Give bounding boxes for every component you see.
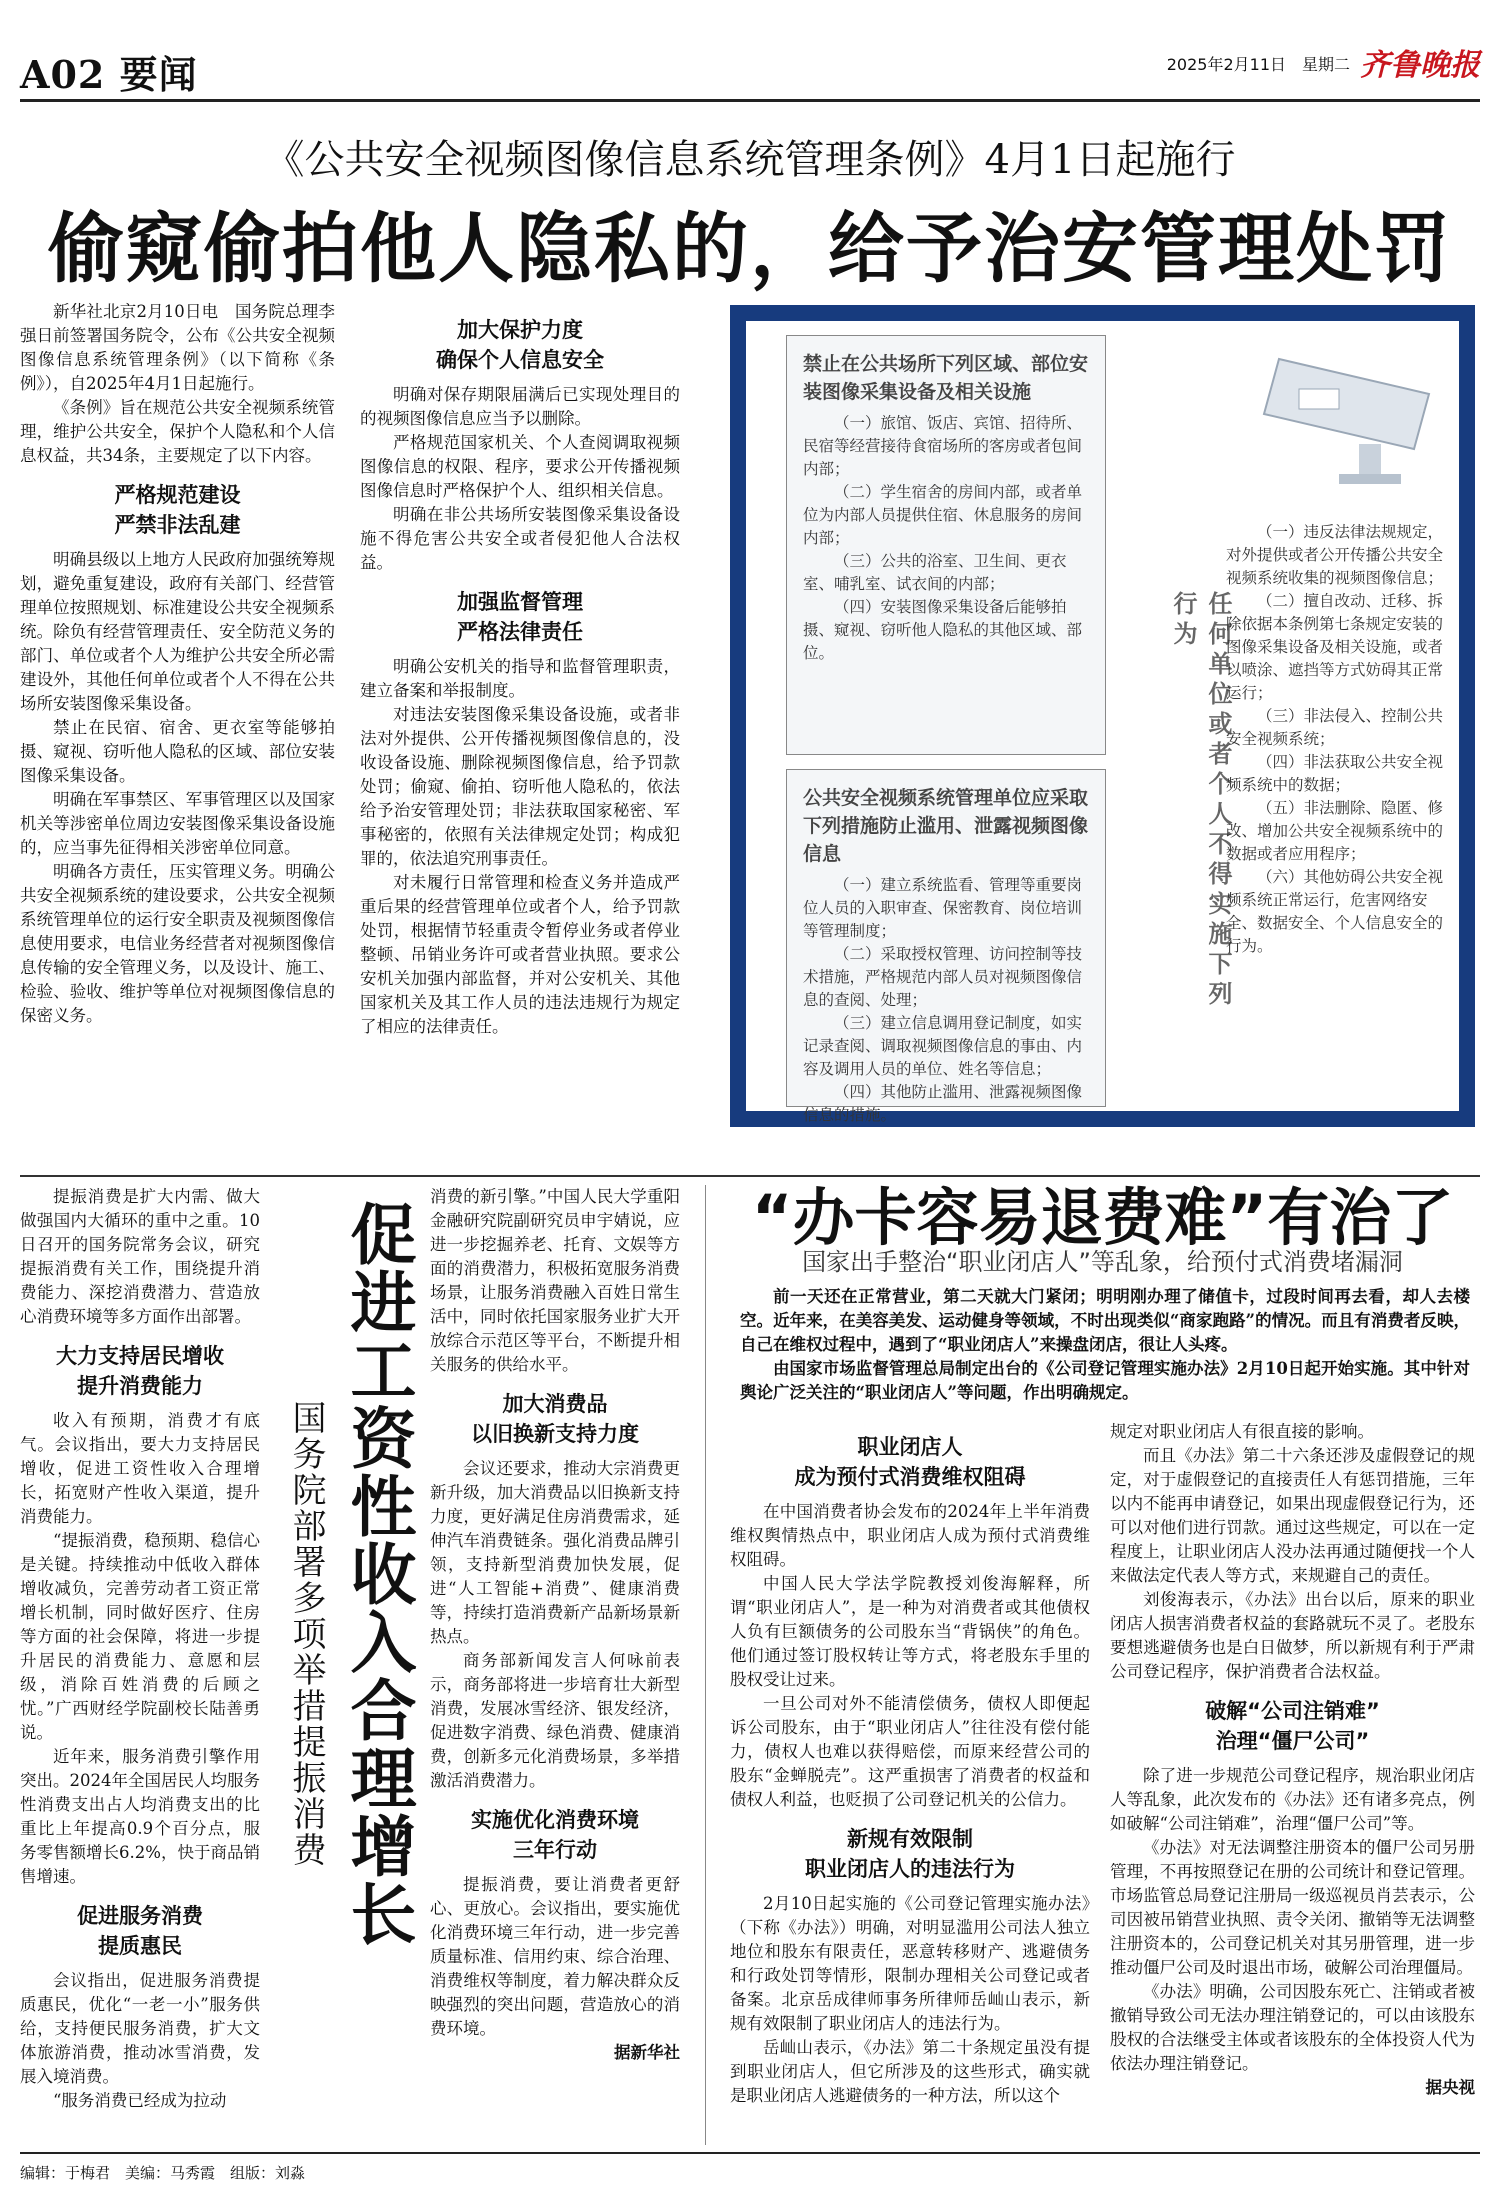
story2-credit: 据新华社 bbox=[614, 2043, 680, 2062]
story1-subheading: 加大保护力度 确保个人信息安全 bbox=[436, 318, 604, 372]
story1-column-1 bbox=[20, 300, 335, 1028]
prohibited-areas-panel bbox=[786, 335, 1106, 755]
page-number: A02 要闻 bbox=[20, 52, 198, 97]
panel-item: （五）非法删除、隐匿、修改、增加公共安全视频系统中的数据或者应用程序； bbox=[1226, 799, 1444, 863]
story1-subheading: 严格规范建设 严禁非法乱建 bbox=[114, 483, 241, 537]
newspaper-logo: 齐鲁晚报 bbox=[1360, 48, 1480, 83]
story2-paragraph: 会议指出，促进服务消费提质惠民，优化“一老一小”服务供给，支持便民服务消费，扩大文体旅游消费，推动冰雪消费，发展入境消费。 bbox=[20, 1971, 260, 2086]
panel-item: （三）公共的浴室、卫生间、更衣室、哺乳室、试衣间的内部； bbox=[803, 552, 1067, 593]
panel-item: （二）学生宿舍的房间内部，或者单位为内部人员提供住宿、休息服务的房间内部； bbox=[803, 483, 1083, 547]
story1-paragraph: 对违法安装图像采集设备设施，或者非法对外提供、公开传播视频图像信息的，没收设备设施、删除视频图像信息，给予罚款处罚；偷窥、偷拍、窃听他人隐私的，依法给予治安管理处罚；非法获取国家秘密、军事秘密的，依照有关法律规定处罚；构成犯罪的，依法追究刑事责任。 bbox=[360, 705, 680, 868]
story2-vertical-headline: 促进工资性收入合理增长 bbox=[339, 1200, 416, 1948]
story1-paragraph: 禁止在民宿、宿舍、更衣室等能够拍摄、窥视、窃听他人隐私的区域、部位安装图像采集设备。 bbox=[20, 718, 335, 785]
panel-item: （六）其他妨碍公共安全视频系统正常运行，危害网络安全、数据安全、个人信息安全的行为。 bbox=[1226, 868, 1444, 955]
story2-paragraph: “服务消费已经成为拉动 bbox=[53, 2091, 227, 2110]
story2-paragraph: 会议还要求，推动大宗消费更新升级，加大消费品以旧换新支持力度，更好满足住房消费需求，延伸汽车消费链条。强化消费品牌引领，支持新型消费加快发展，促进“人工智能+消费”、健康消费等，持续打造消费新产品新场景新热点。 bbox=[430, 1459, 680, 1646]
story3-column-1 bbox=[730, 1420, 1090, 2108]
story2-paragraph: 提振消费，要让消费者更舒心、更放心。会议指出，要实施优化消费环境三年行动，进一步完善质量标准、信用约束、综合治理、消费维权等制度，着力解决群众反映强烈的突出问题，营造放心的消费环境。 bbox=[430, 1875, 680, 2038]
story3-paragraph: 2月10日起实施的《公司登记管理实施办法》（下称《办法》）明确，对明显滥用公司法人独立地位和股东有限责任，恶意转移财产、逃避债务和行政处罚等情形，限制办理相关公司登记或者备案。北京岳成律师事务所律师岳屾山表示，新规有效限制了职业闭店人的违法行为。 bbox=[730, 1894, 1090, 2033]
story3-paragraph: 中国人民大学法学院教授刘俊海解释，所谓“职业闭店人”，是一种为对消费者或其他债权人负有巨额债务的公司股东当“背锅侠”的角色。他们通过签订股权转让等方式，将老股东手里的股权受让过来。 bbox=[730, 1574, 1090, 1689]
column-rule bbox=[705, 1185, 706, 2145]
story3-subheading: 破解“公司注销难” 治理“僵尸公司” bbox=[1205, 1699, 1380, 1753]
story3-headline: “办卡容易退费难”有治了 bbox=[751, 1181, 1454, 1254]
story1-headline: 偷窥偷拍他人隐私的，给予治安管理处罚 bbox=[48, 204, 1452, 293]
story1-paragraph: 明确县级以上地方人民政府加强统筹规划，避免重复建设，政府有关部门、经营管理单位按照规划、标准建设公共安全视频系统。除负有经营管理责任、安全防范义务的部门、单位或者个人为维护公共安全所必需建设外，其他任何单位或者个人不得在公共场所安装图像采集设备。 bbox=[20, 550, 335, 713]
story3-paragraph: 《办法》对无法调整注册资本的僵尸公司另册管理，不再按照登记在册的公司统计和登记管理。市场监管总局登记注册局一级巡视员肖芸表示，公司因被吊销营业执照、责令关闭、撤销等无法调整注册资本的，公司登记机关对其另册管理，进一步推动僵尸公司及时退出市场，破解公司治理僵局。 bbox=[1110, 1838, 1475, 1977]
story1-paragraph: 《条例》旨在规范公共安全视频系统管理，维护公共安全，保护个人隐私和个人信息权益，共34条，主要规定了以下内容。 bbox=[20, 398, 335, 465]
story1-paragraph: 明确在非公共场所安装图像采集设备设施不得危害公共安全或者侵犯他人合法权益。 bbox=[360, 505, 680, 572]
story3-paragraph: 规定对职业闭店人有很直接的影响。 bbox=[1110, 1422, 1374, 1441]
story3-lead-paragraph: 前一天还在正常营业，第二天就大门紧闭；明明刚办理了储值卡，过段时间再去看，却人去楼空。近年来，在美容美发、运动健身等领域，不时出现类似“商家跑路”的情况。而且有消费者反映，自己在维权过程中，遇到了“职业闭店人”来操盘闭店，很让人头疼。 bbox=[740, 1287, 1470, 1354]
story2-subheading: 促进服务消费 提质惠民 bbox=[77, 1904, 203, 1958]
panel-item: （一）建立系统监看、管理等重要岗位人员的入职审查、保密教育、岗位培训等管理制度； bbox=[803, 876, 1083, 940]
story3-subhead: 国家出手整治“职业闭店人”等乱象，给预付式消费堵漏洞 bbox=[802, 1248, 1403, 1276]
panel-item: （四）安装图像采集设备后能够拍摄、窥视、窃听他人隐私的其他区域、部位。 bbox=[803, 598, 1083, 662]
story3-paragraph: 刘俊海表示，《办法》出台以后，原来的职业闭店人损害消费者权益的套路就玩不灵了。老股东要想逃避债务也是白日做梦，所以新规有利于严肃公司登记程序，保护消费者合法权益。 bbox=[1110, 1590, 1475, 1681]
story3-paragraph: 一旦公司对外不能清偿债务，债权人即便起诉公司股东，由于“职业闭店人”往往没有偿付能力，债权人也难以获得赔偿，而原来经营公司的股东“金蝉脱壳”。这严重损害了消费者的权益和债权人利益，也贬损了公司登记机关的公信力。 bbox=[730, 1694, 1090, 1809]
story2-paragraph: “提振消费，稳预期、稳信心是关键。持续推动中低收入群体增收减负，完善劳动者工资正常增长机制，同时做好医疗、住房等方面的社会保障，将进一步提升居民的消费能力、意愿和层级，消除百姓消费的后顾之忧。”广西财经学院副校长陆善勇说。 bbox=[20, 1531, 260, 1742]
story3-paragraph: 除了进一步规范公司登记程序，规治职业闭店人等乱象，此次发布的《办法》还有诸多亮点，例如破解“公司注销难”，治理“僵尸公司”等。 bbox=[1110, 1766, 1475, 1833]
page-footer bbox=[20, 2152, 1480, 2183]
panel-title: 公共安全视频系统管理单位应采取下列措施防止滥用、泄露视频图像信息 bbox=[803, 787, 1089, 865]
story1-subheading: 加强监督管理 严格法律责任 bbox=[457, 590, 583, 644]
editor-credits: 编辑：于梅君 美编：马秀霞 组版：刘淼 bbox=[20, 2164, 306, 2182]
panel-item: （四）其他防止滥用、泄露视频图像信息的措施。 bbox=[803, 1083, 1083, 1124]
story1-paragraph: 严格规范国家机关、个人查阅调取视频图像信息的权限、程序，要求公开传播视频图像信息时严格保护个人、组织相关信息。 bbox=[360, 433, 680, 500]
story2-column-1 bbox=[20, 1185, 260, 2113]
story2-subheading: 加大消费品 以旧换新支持力度 bbox=[471, 1392, 639, 1446]
story3-paragraph: 岳屾山表示，《办法》第二十条规定虽没有提到职业闭店人，但它所涉及的这些形式，确实就是职业闭店人逃避债务的一种方法，所以这个 bbox=[730, 2038, 1090, 2105]
story1-paragraph: 新华社北京2月10日电 国务院总理李强日前签署国务院令，公布《公共安全视频图像信息系统管理条例》（以下简称《条例》），自2025年4月1日起施行。 bbox=[20, 302, 335, 393]
info-box-inner bbox=[744, 319, 1461, 1124]
story1-paragraph: 对未履行日常管理和检查义务并造成严重后果的经营管理单位或者个人，给予罚款处罚，根据情节轻重责令暂停业务或者停业整顿、吊销业务许可或者营业执照。要求公安机关加强内部监督，并对公安机关、其他国家机关及其工作人员的违法违规行为规定了相应的法律责任。 bbox=[360, 873, 680, 1036]
panel-item: （二）采取授权管理、访问控制等技术措施，严格规范内部人员对视频图像信息的查阅、处理； bbox=[803, 945, 1083, 1009]
issue-date: 2025年2月11日 星期二 bbox=[1166, 55, 1350, 74]
story1-kicker: 《公共安全视频图像信息系统管理条例》4月1日起施行 bbox=[264, 137, 1236, 183]
story1-paragraph: 明确在军事禁区、军事管理区以及国家机关等涉密单位周边安装图像采集设备设施的，应当事先征得相关涉密单位同意。 bbox=[20, 790, 335, 857]
story3-credit: 据央视 bbox=[1425, 2078, 1475, 2097]
story1-paragraph: 明确公安机关的指导和监督管理职责，建立备案和举报制度。 bbox=[360, 657, 680, 700]
story3-paragraph: 《办法》明确，公司因股东死亡、注销或者被撤销导致公司无法办理注销登记的，可以由该股东股权的合法继受主体或者该股东的全体投资人代为依法办理注销登记。 bbox=[1110, 1982, 1475, 2073]
page-header bbox=[20, 40, 1480, 102]
forbidden-acts-label: 任何单位或者个人不得实施下列行为 bbox=[1169, 591, 1233, 1011]
story2-paragraph: 消费的新引擎。”中国人民大学重阳金融研究院副研究员申宇婧说，应进一步挖掘养老、托育、文娱等方面的消费潜力，积极拓宽服务消费场景，让服务消费融入百姓日常生活中，同时依托国家服务业扩大开放综合示范区等平台，不断提升相关服务的供给水平。 bbox=[430, 1187, 680, 1374]
story3-column-2 bbox=[1110, 1420, 1475, 2100]
panel-item: （一）旅馆、饭店、宾馆、招待所、民宿等经营接待食宿场所的客房或者包间内部； bbox=[803, 414, 1083, 478]
story2-subheading: 实施优化消费环境 三年行动 bbox=[471, 1808, 639, 1862]
story2-subheading: 大力支持居民增收 提升消费能力 bbox=[56, 1344, 224, 1398]
story3-lead-paragraph: 由国家市场监督管理总局制定出台的《公司登记管理实施办法》2月10日起开始实施。其中针对舆论广泛关注的“职业闭店人”等问题，作出明确规定。 bbox=[740, 1359, 1470, 1402]
story1-paragraph: 明确各方责任，压实管理义务。明确公共安全视频系统的建设要求，公共安全视频系统管理单位的运行安全职责及视频图像信息使用要求，电信业务经营者对视频图像信息传输的安全管理义务，以及设计、施工、检验、验收、维护等单位对视频图像信息的保密义务。 bbox=[20, 862, 335, 1025]
panel-title: 禁止在公共场所下列区域、部位安装图像采集设备及相关设施 bbox=[803, 353, 1089, 403]
panel-item: （一）违反法律法规规定，对外提供或者公开传播公共安全视频系统收集的视频图像信息； bbox=[1226, 523, 1444, 587]
story3-paragraph: 在中国消费者协会发布的2024年上半年消费维权舆情热点中，职业闭店人成为预付式消费维权阻碍。 bbox=[730, 1502, 1090, 1569]
management-measures-panel bbox=[786, 769, 1106, 1124]
story2-paragraph: 收入有预期，消费才有底气。会议指出，要大力支持居民增收，促进工资性收入合理增长，拓宽财产性收入渠道，提升消费能力。 bbox=[20, 1411, 260, 1526]
story2-paragraph: 近年来，服务消费引擎作用突出。2024年全国居民人均服务性消费支出占人均消费支出的比重比上年提高0.9个百分点，服务零售额增长6.2%，快于商品销售增速。 bbox=[20, 1747, 260, 1886]
story2-vertical-subhead: 国务院部署多项举措提振消费 bbox=[286, 1400, 326, 1868]
story2-column-2 bbox=[430, 1185, 680, 2065]
story3-lead bbox=[740, 1285, 1470, 1405]
surveillance-camera-icon bbox=[1239, 339, 1439, 489]
panel-item: （三）建立信息调用登记制度，如实记录查阅、调取视频图像信息的事由、内容及调用人员的单位、姓名等信息； bbox=[803, 1014, 1083, 1078]
story2-paragraph: 提振消费是扩大内需、做大做强国内大循环的重中之重。10日召开的国务院常务会议，研究提振消费有关工作，围绕提升消费能力、深挖消费潜力、营造放心消费环境等多方面作出部署。 bbox=[20, 1187, 260, 1326]
story3-subheading: 职业闭店人 成为预付式消费维权阻碍 bbox=[794, 1435, 1026, 1489]
panel-item: （四）非法获取公共安全视频系统中的数据； bbox=[1226, 753, 1444, 794]
panel-item: （三）非法侵入、控制公共安全视频系统； bbox=[1226, 707, 1444, 748]
panel-item: （二）擅自改动、迁移、拆除依据本条例第七条规定安装的图像采集设备及相关设施，或者以喷涂、遮挡等方式妨碍其正常运行； bbox=[1226, 592, 1444, 702]
story3-subheading: 新规有效限制 职业闭店人的违法行为 bbox=[805, 1827, 1015, 1881]
story3-paragraph: 而且《办法》第二十六条还涉及虚假登记的规定，对于虚假登记的直接责任人有惩罚措施，三年以内不能再申请登记，如果出现虚假登记行为，还可以对他们进行罚款。通过这些规定，可以在一定程度上，让职业闭店人没办法再通过随便找一个人来做法定代表人等方式，来规避自己的责任。 bbox=[1110, 1446, 1475, 1585]
regulation-info-box bbox=[730, 305, 1475, 1127]
story2-paragraph: 商务部新闻发言人何咏前表示，商务部将进一步培育壮大新型消费，发展冰雪经济、银发经济，促进数字消费、绿色消费、健康消费，创新多元化消费场景，多举措激活消费潜力。 bbox=[430, 1651, 680, 1790]
forbidden-acts-list bbox=[1226, 521, 1446, 958]
story1-paragraph: 明确对保存期限届满后已实现处理目的的视频图像信息应当予以删除。 bbox=[360, 385, 680, 428]
story1-column-2 bbox=[360, 315, 680, 1039]
